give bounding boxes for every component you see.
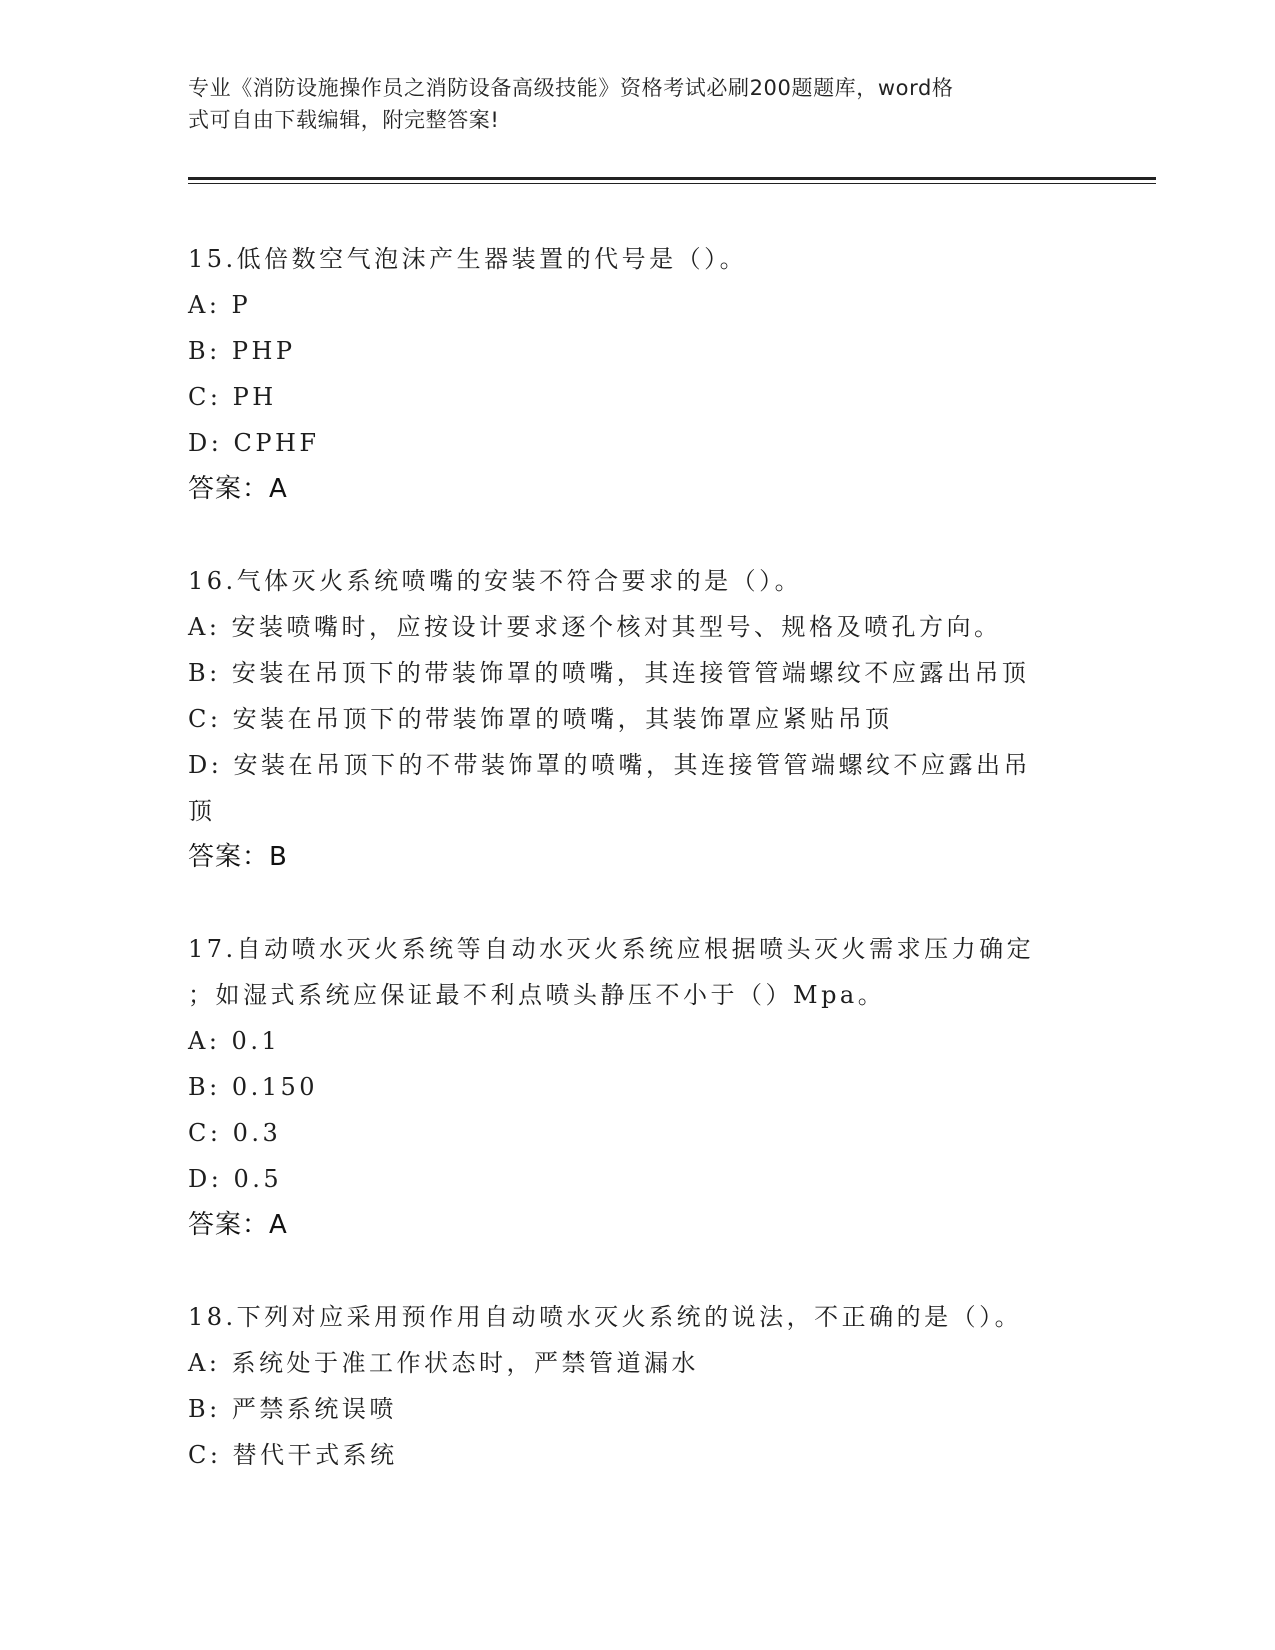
header-line-1: 专业《消防设施操作员之消防设备高级技能》资格考试必刷200题题库，word格 (188, 76, 954, 100)
question-spacer (188, 1248, 1088, 1294)
question-stem: 16.气体灭火系统喷嘴的安装不符合要求的是（）。 (188, 567, 803, 595)
option-d: D: 0.5 (188, 1165, 283, 1193)
option-d: D: 安装在吊顶下的不带装饰罩的喷嘴，其连接管管端螺纹不应露出吊 (188, 751, 1031, 779)
option-b: B: 安装在吊顶下的带装饰罩的喷嘴，其连接管管端螺纹不应露出吊顶 (188, 659, 1030, 687)
question-17 (188, 926, 1088, 1248)
question-spacer (188, 880, 1088, 926)
option-c: C: PH (188, 383, 277, 411)
question-15 (188, 236, 1088, 512)
option-a: A: 系统处于准工作状态时，严禁管道漏水 (188, 1349, 700, 1377)
option-b: B: 严禁系统误喷 (188, 1395, 397, 1423)
option-a: A: P (188, 291, 252, 319)
answer: 答案：A (188, 474, 288, 504)
question-stem: 17.自动喷水灭火系统等自动水灭火系统应根据喷头灭火需求压力确定 (188, 935, 1035, 963)
question-stem-continued: ；如湿式系统应保证最不利点喷头静压不小于（）Mpa。 (188, 981, 886, 1009)
option-c: C: 0.3 (188, 1119, 282, 1147)
question-list (188, 236, 1088, 1478)
answer: 答案：B (188, 842, 288, 872)
question-spacer (188, 512, 1088, 558)
option-d: D: CPHF (188, 429, 320, 457)
answer: 答案：A (188, 1210, 288, 1240)
option-a: A: 安装喷嘴时，应按设计要求逐个核对其型号、规格及喷孔方向。 (188, 613, 1002, 641)
question-stem: 15.低倍数空气泡沫产生器装置的代号是（）。 (188, 245, 748, 273)
option-a: A: 0.1 (188, 1027, 281, 1055)
header-divider-thick (188, 177, 1156, 180)
question-stem: 18.下列对应采用预作用自动喷水灭火系统的说法，不正确的是（）。 (188, 1303, 1023, 1331)
header-divider-thin (188, 183, 1156, 184)
question-18 (188, 1294, 1088, 1478)
header-line-2: 式可自由下载编辑，附完整答案! (188, 108, 500, 132)
question-16 (188, 558, 1088, 880)
option-d-continued: 顶 (188, 797, 216, 825)
document-header (188, 72, 1088, 136)
option-b: B: 0.150 (188, 1073, 319, 1101)
option-b: B: PHP (188, 337, 296, 365)
option-c: C: 替代干式系统 (188, 1441, 398, 1469)
option-c: C: 安装在吊顶下的带装饰罩的喷嘴，其装饰罩应紧贴吊顶 (188, 705, 893, 733)
